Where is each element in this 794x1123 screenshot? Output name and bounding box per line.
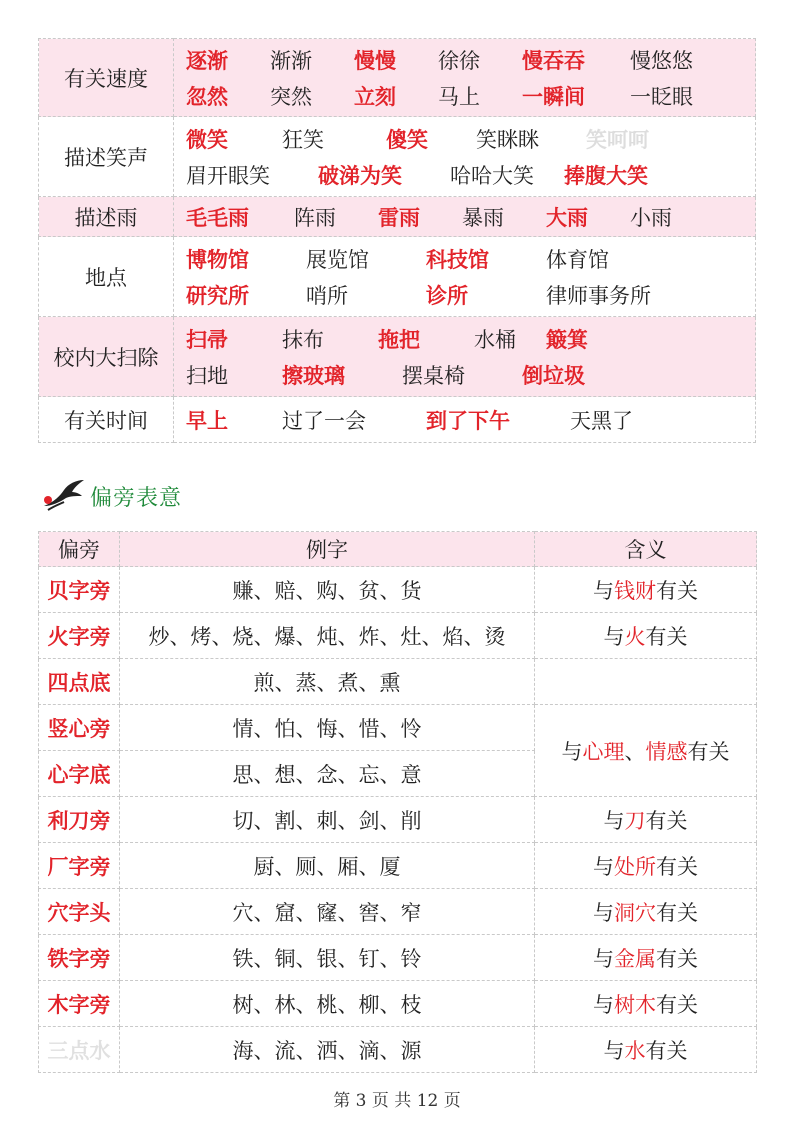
vocab-word: 过了一会	[282, 408, 366, 433]
vocab-word: 律师事务所	[546, 283, 651, 308]
vocab-line	[186, 121, 755, 157]
meaning-part: 刀	[624, 808, 646, 833]
vocab-row	[39, 39, 756, 117]
vocab-word: 博物馆	[186, 246, 249, 272]
vocab-word: 大雨	[546, 204, 588, 230]
vocab-word: 逐渐	[186, 47, 228, 73]
example-characters: 海、流、洒、滴、源	[120, 1027, 535, 1073]
example-characters: 煎、蒸、煮、熏	[120, 659, 535, 705]
meaning-part: 与	[603, 624, 625, 649]
example-characters: 切、割、刺、剑、削	[120, 797, 535, 843]
meaning-part: 与	[593, 900, 614, 925]
vocab-word: 慢慢	[354, 47, 396, 73]
radical-row	[39, 705, 757, 751]
meaning-cell	[535, 889, 757, 935]
vocab-word: 倒垃圾	[522, 362, 585, 388]
vocab-word: 哈哈大笑	[450, 163, 534, 188]
vocab-word: 擦玻璃	[282, 362, 345, 388]
radical-name: 火字旁	[39, 613, 120, 659]
meaning-part: 洞穴	[614, 900, 656, 925]
radical-table	[38, 531, 757, 1073]
swallow-icon	[40, 476, 86, 516]
meaning-cell	[535, 1027, 757, 1073]
radical-name: 贝字旁	[39, 567, 120, 613]
example-characters: 树、林、桃、柳、枝	[120, 981, 535, 1027]
vocab-word: 毛毛雨	[186, 204, 249, 230]
example-characters: 情、怕、悔、惜、怜	[120, 705, 535, 751]
meaning-part: 与	[593, 854, 614, 879]
meaning-cell	[535, 935, 757, 981]
vocab-line	[186, 357, 755, 393]
meaning-part: 心理	[582, 739, 625, 764]
vocab-word: 立刻	[354, 83, 396, 109]
meaning-part: 金属	[614, 946, 656, 971]
vocab-row	[39, 317, 756, 397]
vocab-row	[39, 237, 756, 317]
vocab-word: 雷雨	[378, 204, 420, 230]
section-heading	[40, 476, 182, 516]
vocab-word: 笑呵呵	[586, 126, 649, 152]
vocab-line	[186, 277, 755, 313]
meaning-part: 有关	[656, 992, 698, 1017]
meaning-part: 、	[624, 739, 646, 764]
meaning-part: 树木	[614, 992, 656, 1017]
vocab-word: 一眨眼	[630, 84, 693, 109]
example-characters: 炒、烤、烧、爆、炖、炸、灶、焰、烫	[120, 613, 535, 659]
vocab-word: 体育馆	[546, 247, 609, 272]
meaning-part: 有关	[687, 739, 730, 764]
vocab-word: 展览馆	[306, 247, 369, 272]
meaning-part: 与	[593, 946, 614, 971]
meaning-part: 有关	[645, 808, 688, 833]
radical-name: 木字旁	[39, 981, 120, 1027]
meaning-part: 火	[624, 624, 646, 649]
column-header: 偏旁	[39, 532, 120, 567]
vocab-word: 破涕为笑	[318, 162, 402, 188]
meaning-cell	[535, 797, 757, 843]
meaning-part: 有关	[645, 624, 688, 649]
vocab-word: 摆桌椅	[402, 363, 465, 388]
example-characters: 赚、赔、购、贫、货	[120, 567, 535, 613]
vocab-line	[186, 402, 755, 438]
meaning-part: 水	[624, 1038, 646, 1063]
meaning-part: 与	[561, 739, 583, 764]
vocabulary-table	[38, 38, 756, 443]
vocab-row	[39, 197, 756, 237]
vocab-category: 校内大扫除	[39, 317, 174, 397]
vocab-word: 科技馆	[426, 246, 489, 272]
vocab-category: 地点	[39, 237, 174, 317]
meaning-part: 与	[593, 578, 614, 603]
radical-name: 利刀旁	[39, 797, 120, 843]
page-footer: 第 3 页 共 12 页	[333, 1091, 461, 1111]
vocab-category: 有关速度	[39, 39, 174, 117]
meaning-part: 有关	[656, 946, 698, 971]
vocab-word: 水桶	[474, 327, 516, 352]
meaning-part: 与	[603, 808, 625, 833]
meaning-cell	[535, 567, 757, 613]
column-header: 含义	[535, 532, 757, 567]
vocab-word: 簸箕	[546, 326, 588, 352]
vocab-word: 捧腹大笑	[564, 162, 648, 188]
vocab-word: 傻笑	[386, 126, 428, 152]
vocab-word: 徐徐	[438, 48, 480, 73]
vocab-line	[186, 157, 755, 193]
meaning-part: 钱财	[614, 578, 656, 603]
radical-row	[39, 981, 757, 1027]
meaning-part: 与	[603, 1038, 625, 1063]
vocab-word: 小雨	[630, 205, 672, 230]
radical-name: 心字底	[39, 751, 120, 797]
vocab-line	[186, 199, 755, 235]
meaning-part: 有关	[656, 854, 698, 879]
vocab-word: 一瞬间	[522, 83, 585, 109]
meaning-part: 有关	[656, 578, 698, 603]
example-characters: 思、想、念、忘、意	[120, 751, 535, 797]
vocab-word: 慢吞吞	[522, 47, 585, 73]
vocab-line	[186, 42, 755, 78]
vocab-word: 慢悠悠	[630, 48, 693, 73]
vocab-word: 忽然	[186, 83, 228, 109]
vocab-word: 扫帚	[186, 326, 228, 352]
meaning-part: 处所	[614, 854, 656, 879]
vocab-line	[186, 241, 755, 277]
meaning-part: 情感	[645, 739, 688, 764]
vocab-line	[186, 321, 755, 357]
example-characters: 穴、窟、窿、窖、窄	[120, 889, 535, 935]
vocab-word: 抹布	[282, 327, 324, 352]
vocab-category: 描述雨	[39, 197, 174, 237]
vocab-word: 渐渐	[270, 48, 312, 73]
example-characters: 铁、铜、银、钉、铃	[120, 935, 535, 981]
vocab-word: 暴雨	[462, 205, 504, 230]
vocab-word: 阵雨	[294, 205, 336, 230]
vocab-word: 扫地	[186, 363, 228, 388]
radical-row	[39, 889, 757, 935]
radical-name: 铁字旁	[39, 935, 120, 981]
radical-name: 三点水	[39, 1027, 120, 1073]
vocab-word: 诊所	[426, 282, 468, 308]
radical-name: 四点底	[39, 659, 120, 705]
meaning-cell	[535, 843, 757, 889]
meaning-cell	[535, 613, 757, 659]
radical-row	[39, 1027, 757, 1073]
radical-row	[39, 843, 757, 889]
radical-name: 竖心旁	[39, 705, 120, 751]
vocab-word: 拖把	[378, 326, 420, 352]
meaning-part: 有关	[645, 1038, 688, 1063]
radical-name: 穴字头	[39, 889, 120, 935]
example-characters: 厨、厕、厢、厦	[120, 843, 535, 889]
meaning-cell	[535, 705, 757, 797]
vocab-word: 突然	[270, 84, 312, 109]
vocab-word: 马上	[438, 84, 480, 109]
section-title: 偏旁表意	[90, 485, 183, 511]
radical-row	[39, 567, 757, 613]
vocab-category: 有关时间	[39, 397, 174, 443]
radical-name: 厂字旁	[39, 843, 120, 889]
meaning-part: 与	[593, 992, 614, 1017]
meaning-part: 有关	[656, 900, 698, 925]
column-header: 例字	[120, 532, 535, 567]
vocab-line	[186, 78, 755, 114]
vocab-word: 眉开眼笑	[186, 163, 270, 188]
vocab-word: 哨所	[306, 283, 348, 308]
radical-row	[39, 613, 757, 659]
meaning-cell	[535, 659, 757, 705]
vocab-category: 描述笑声	[39, 117, 174, 197]
meaning-cell	[535, 981, 757, 1027]
radical-row	[39, 935, 757, 981]
vocab-word: 研究所	[186, 282, 249, 308]
vocab-word: 早上	[186, 407, 228, 433]
radical-row	[39, 659, 757, 705]
vocab-row	[39, 117, 756, 197]
vocab-word: 微笑	[186, 126, 228, 152]
vocab-row	[39, 397, 756, 443]
vocab-word: 狂笑	[282, 127, 324, 152]
radical-row	[39, 797, 757, 843]
vocab-word: 天黑了	[570, 408, 633, 433]
vocab-word: 到了下午	[426, 407, 510, 433]
vocab-word: 笑眯眯	[476, 127, 539, 152]
